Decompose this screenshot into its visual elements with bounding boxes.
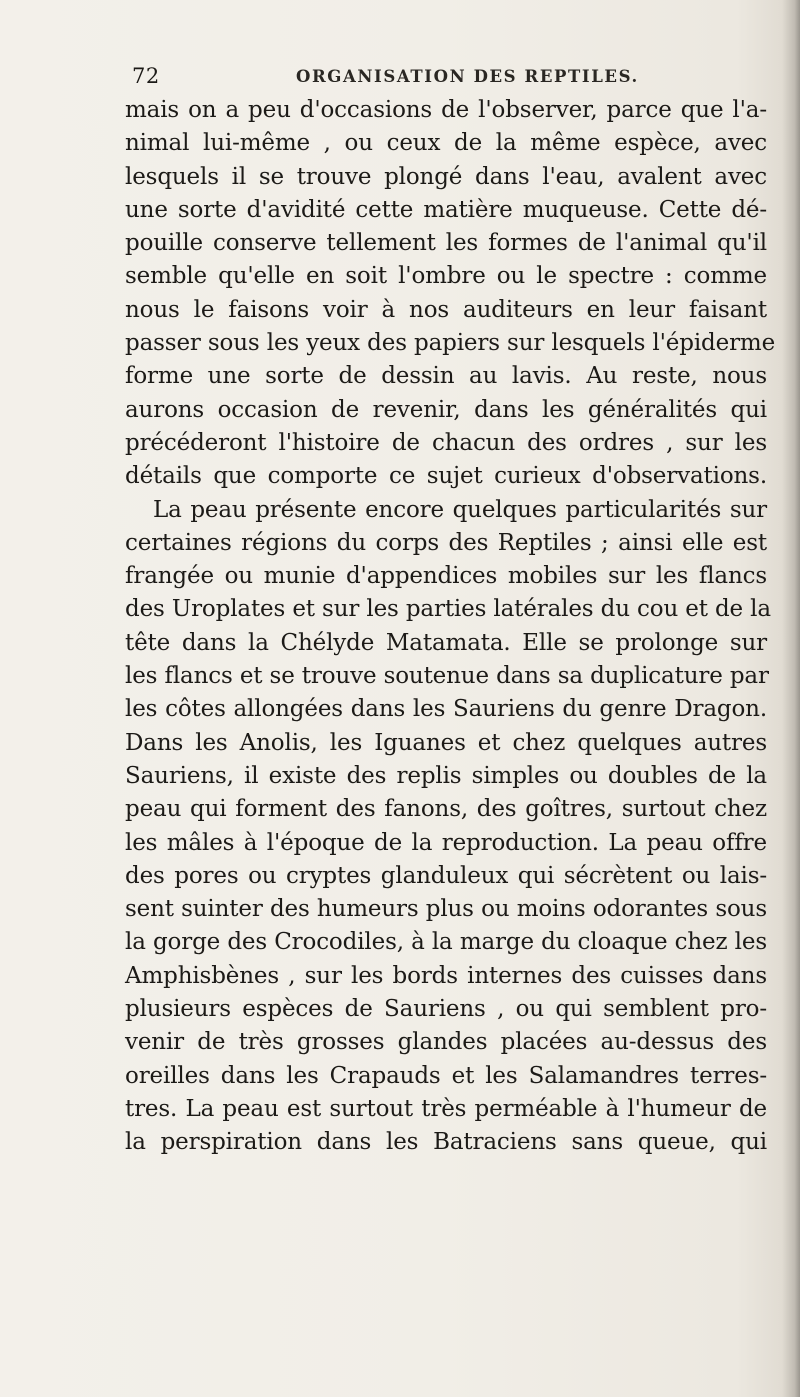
text-line: des Uroplates et sur les parties latérales du cou et de la [125,596,771,623]
text-line: des pores ou cryptes glanduleux qui sécrètent ou lais- [125,862,767,889]
text-line: pouille conserve tellement les formes de l'animal qu'il [125,230,767,257]
text-line: mais on a peu d'occasions de l'observer, parce que l'a- [125,97,767,123]
text-line: les mâles à l'époque de la reproduction. La peau offre [125,829,767,856]
text-line: détails que comporte ce sujet curieux d'observations. [125,463,767,490]
text-line: la gorge des Crocodiles, à la marge du cloaque chez les [125,929,767,956]
text-line: forme une sorte de dessin au lavis. Au reste, nous [125,363,767,390]
text-line: lesquels il se trouve plongé dans l'eau, avalent avec [125,163,767,190]
page-number: 72 [132,64,160,88]
text-line: la perspiration dans les Batraciens sans queue, qui [125,1129,767,1156]
page-edge-shadow [782,0,800,1397]
text-line: aurons occasion de revenir, dans les généralités qui [125,396,767,423]
text-line: semble qu'elle en soit l'ombre ou le spectre : comme [125,263,767,290]
text-line: tres. La peau est surtout très perméable à l'humeur de [125,1095,767,1122]
text-line: frangée ou munie d'appendices mobiles sur les flancs [125,563,767,590]
paragraph-start-line: La peau présente encore quelques particularités sur [153,496,767,523]
text-line: certaines régions du corps des Reptiles ; ainsi elle est [125,529,767,556]
text-line: les côtes allongées dans les Sauriens du genre Dragon. [125,696,767,723]
page-header [132,64,652,90]
text-line: passer sous les yeux des papiers sur lesquels l'épiderme [125,330,776,357]
text-line: venir de très grosses glandes placées au-dessus des [125,1029,767,1056]
text-line: peau qui forment des fanons, des goîtres, surtout chez [125,796,767,823]
text-line: Dans les Anolis, les Iguanes et chez quelques autres [125,729,767,756]
body-text [125,94,776,1160]
text-line: tête dans la Chélyde Matamata. Elle se prolonge sur [125,629,767,656]
running-title: ORGANISATION DES REPTILES. [296,67,639,86]
text-line: sent suinter des humeurs plus ou moins odorantes sous [125,896,767,923]
text-line: précéderont l'histoire de chacun des ordres , sur les [125,429,767,456]
text-line: plusieurs espèces de Sauriens , ou qui semblent pro- [125,996,767,1023]
text-line: une sorte d'avidité cette matière muqueuse. Cette dé- [125,196,767,223]
text-line: les flancs et se trouve soutenue dans sa duplicature par [125,663,769,690]
text-line: nous le faisons voir à nos auditeurs en leur faisant [125,296,767,323]
text-line: Sauriens, il existe des replis simples ou doubles de la [125,762,767,789]
text-line: Amphisbènes , sur les bords internes des cuisses dans [125,962,767,989]
text-line: nimal lui-même , ou ceux de la même espèce, avec [125,130,767,157]
text-line: oreilles dans les Crapauds et les Salamandres terres- [125,1062,767,1089]
